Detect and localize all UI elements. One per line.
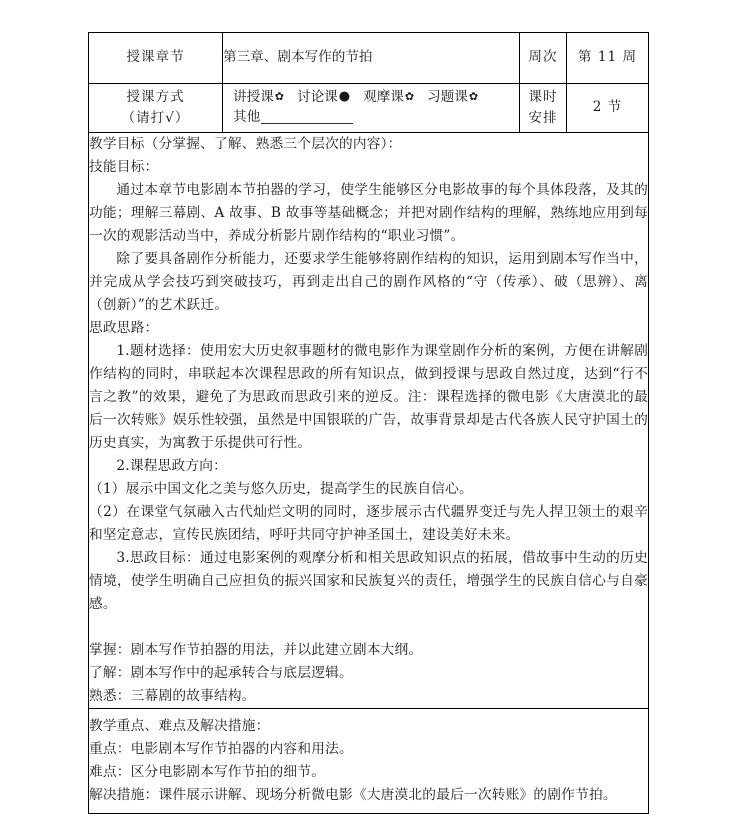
- method-option-other[interactable]: [233, 107, 353, 127]
- periods-value-cell[interactable]: [567, 84, 649, 133]
- periods-label-cell: [520, 84, 567, 133]
- method-options-cell: [223, 84, 520, 133]
- skill-heading: 技能目标：: [89, 158, 159, 175]
- method-option-discussion[interactable]: [297, 87, 350, 107]
- chapter-value: 第三章、剧本写作的节拍: [223, 49, 373, 66]
- method-option-lecture-label: 讲授课: [233, 89, 274, 105]
- method-option-lecture[interactable]: [233, 87, 284, 107]
- focus-difficulty: 难点：区分电影剧本写作节拍的细节。: [89, 764, 326, 781]
- method-other-input[interactable]: [261, 111, 353, 124]
- skill-paragraph-1: 通过本章节电影剧本节拍器的学习，使学生能够区分电影故事的每个具体段落，及其的功能；理解三幕剧、A 故事、B 故事等基础概念；并把对剧作结构的理解，熟练地应用到每一次的观影活动当中，养成分析影片剧作结构的“职业习惯”。: [89, 181, 648, 244]
- focus-cell[interactable]: [89, 709, 649, 814]
- focus-key-point: 重点：电影剧本写作节拍器的内容和用法。: [89, 741, 353, 758]
- ideology-heading: 思政思路：: [89, 319, 159, 336]
- level-master: 掌握：剧本写作节拍器的用法，并以此建立剧本大纲。: [89, 642, 423, 659]
- radio-unselected-icon[interactable]: ✿: [468, 90, 479, 103]
- method-option-exercise-label: 习题课: [427, 89, 468, 105]
- ideology-item-2-sub-2: （2）在课堂气氛融入古代灿烂文明的同时，逐步展示古代疆界变迁与先人捍卫领土的艰辛和坚定意志，宣传民族团结，呼吁共同守护神圣国土，建设美好未来。: [89, 504, 648, 544]
- objectives-cell[interactable]: [89, 132, 649, 708]
- table-row-chapter: [89, 33, 649, 84]
- week-value: 第 11 周: [577, 49, 638, 66]
- radio-unselected-icon[interactable]: ✿: [404, 90, 415, 103]
- periods-label: [520, 87, 566, 129]
- ideology-item-1: 1.题材选择：使用宏大历史叙事题材的微电影作为课堂剧作分析的案例，方便在讲解剧作结构的同时，串联起本次课程思政的所有知识点，做到授课与思政自然过度，达到“行不言之教”的效果，避免了为思政而思政引来的逆反。注：课程选择的微电影《大唐漠北的最后一次转账》娱乐性较强，虽然是中国银联的广告，故事背景却是古代各族人民守护国土的历史真实，为寓教于乐提供可行性。: [89, 342, 648, 451]
- method-option-other-label: 其他: [233, 109, 261, 126]
- method-option-observation[interactable]: [363, 87, 414, 107]
- method-label-cell: [89, 84, 223, 133]
- objectives-spacer: [89, 616, 648, 639]
- week-label-cell: [520, 33, 567, 84]
- table-row-objectives: [89, 132, 649, 708]
- periods-label-line2: 安排: [528, 109, 558, 126]
- periods-value: 2 节: [592, 99, 623, 116]
- method-options-group: [223, 84, 519, 132]
- chapter-value-cell[interactable]: [223, 33, 520, 84]
- radio-selected-icon[interactable]: ●: [338, 89, 351, 104]
- focus-heading: 教学重点、难点及解决措施：: [89, 718, 270, 735]
- method-label-line1: 授课方式: [126, 88, 185, 105]
- skill-paragraph-2: 除了要具备剧作分析能力，还要求学生能够将剧作结构的知识，运用到剧本写作当中，并完成从学会技巧到突破技巧，再到走出自己的剧作风格的“守（传承）、破（思辨）、离（创新）”的艺术跃迁。: [89, 250, 648, 313]
- method-label: [89, 87, 222, 129]
- level-understand: 了解：剧本写作中的起承转合与底层逻辑。: [89, 665, 353, 682]
- ideology-item-2-sub-1: （1）展示中国文化之美与悠久历史，提高学生的民族自信心。: [89, 481, 473, 498]
- method-option-exercise[interactable]: [427, 87, 478, 107]
- method-option-observation-label: 观摩课: [363, 89, 404, 105]
- method-option-discussion-label: 讨论课: [297, 89, 338, 105]
- method-label-line2: （请打√）: [121, 109, 190, 126]
- periods-label-line1: 课时: [528, 88, 558, 105]
- chapter-label: 授课章节: [126, 49, 185, 66]
- chapter-label-cell: [89, 33, 223, 84]
- radio-unselected-icon[interactable]: ✿: [274, 90, 284, 103]
- lesson-plan-table: [88, 32, 649, 814]
- method-options-row: [233, 87, 519, 107]
- table-row-focus: [89, 709, 649, 814]
- ideology-item-2-heading: 2.课程思政方向：: [116, 458, 228, 474]
- ideology-item-3: 3.思政目标：通过电影案例的观摩分析和相关思政知识点的拓展，借故事中生动的历史情境，使学生明确自己应担负的振兴国家和民族复兴的责任，增强学生的民族自信心与自豪感。: [89, 550, 648, 613]
- level-familiar: 熟悉：三幕剧的故事结构。: [89, 688, 256, 705]
- focus-solution: 解决措施：课件展示讲解、现场分析微电影《大唐漠北的最后一次转账》的剧作节拍。: [89, 787, 617, 804]
- week-value-cell[interactable]: [567, 33, 649, 84]
- week-label: 周次: [528, 49, 558, 66]
- objectives-heading: 教学目标（分掌握、了解、熟悉三个层次的内容）：: [89, 135, 402, 152]
- table-row-method: [89, 84, 649, 133]
